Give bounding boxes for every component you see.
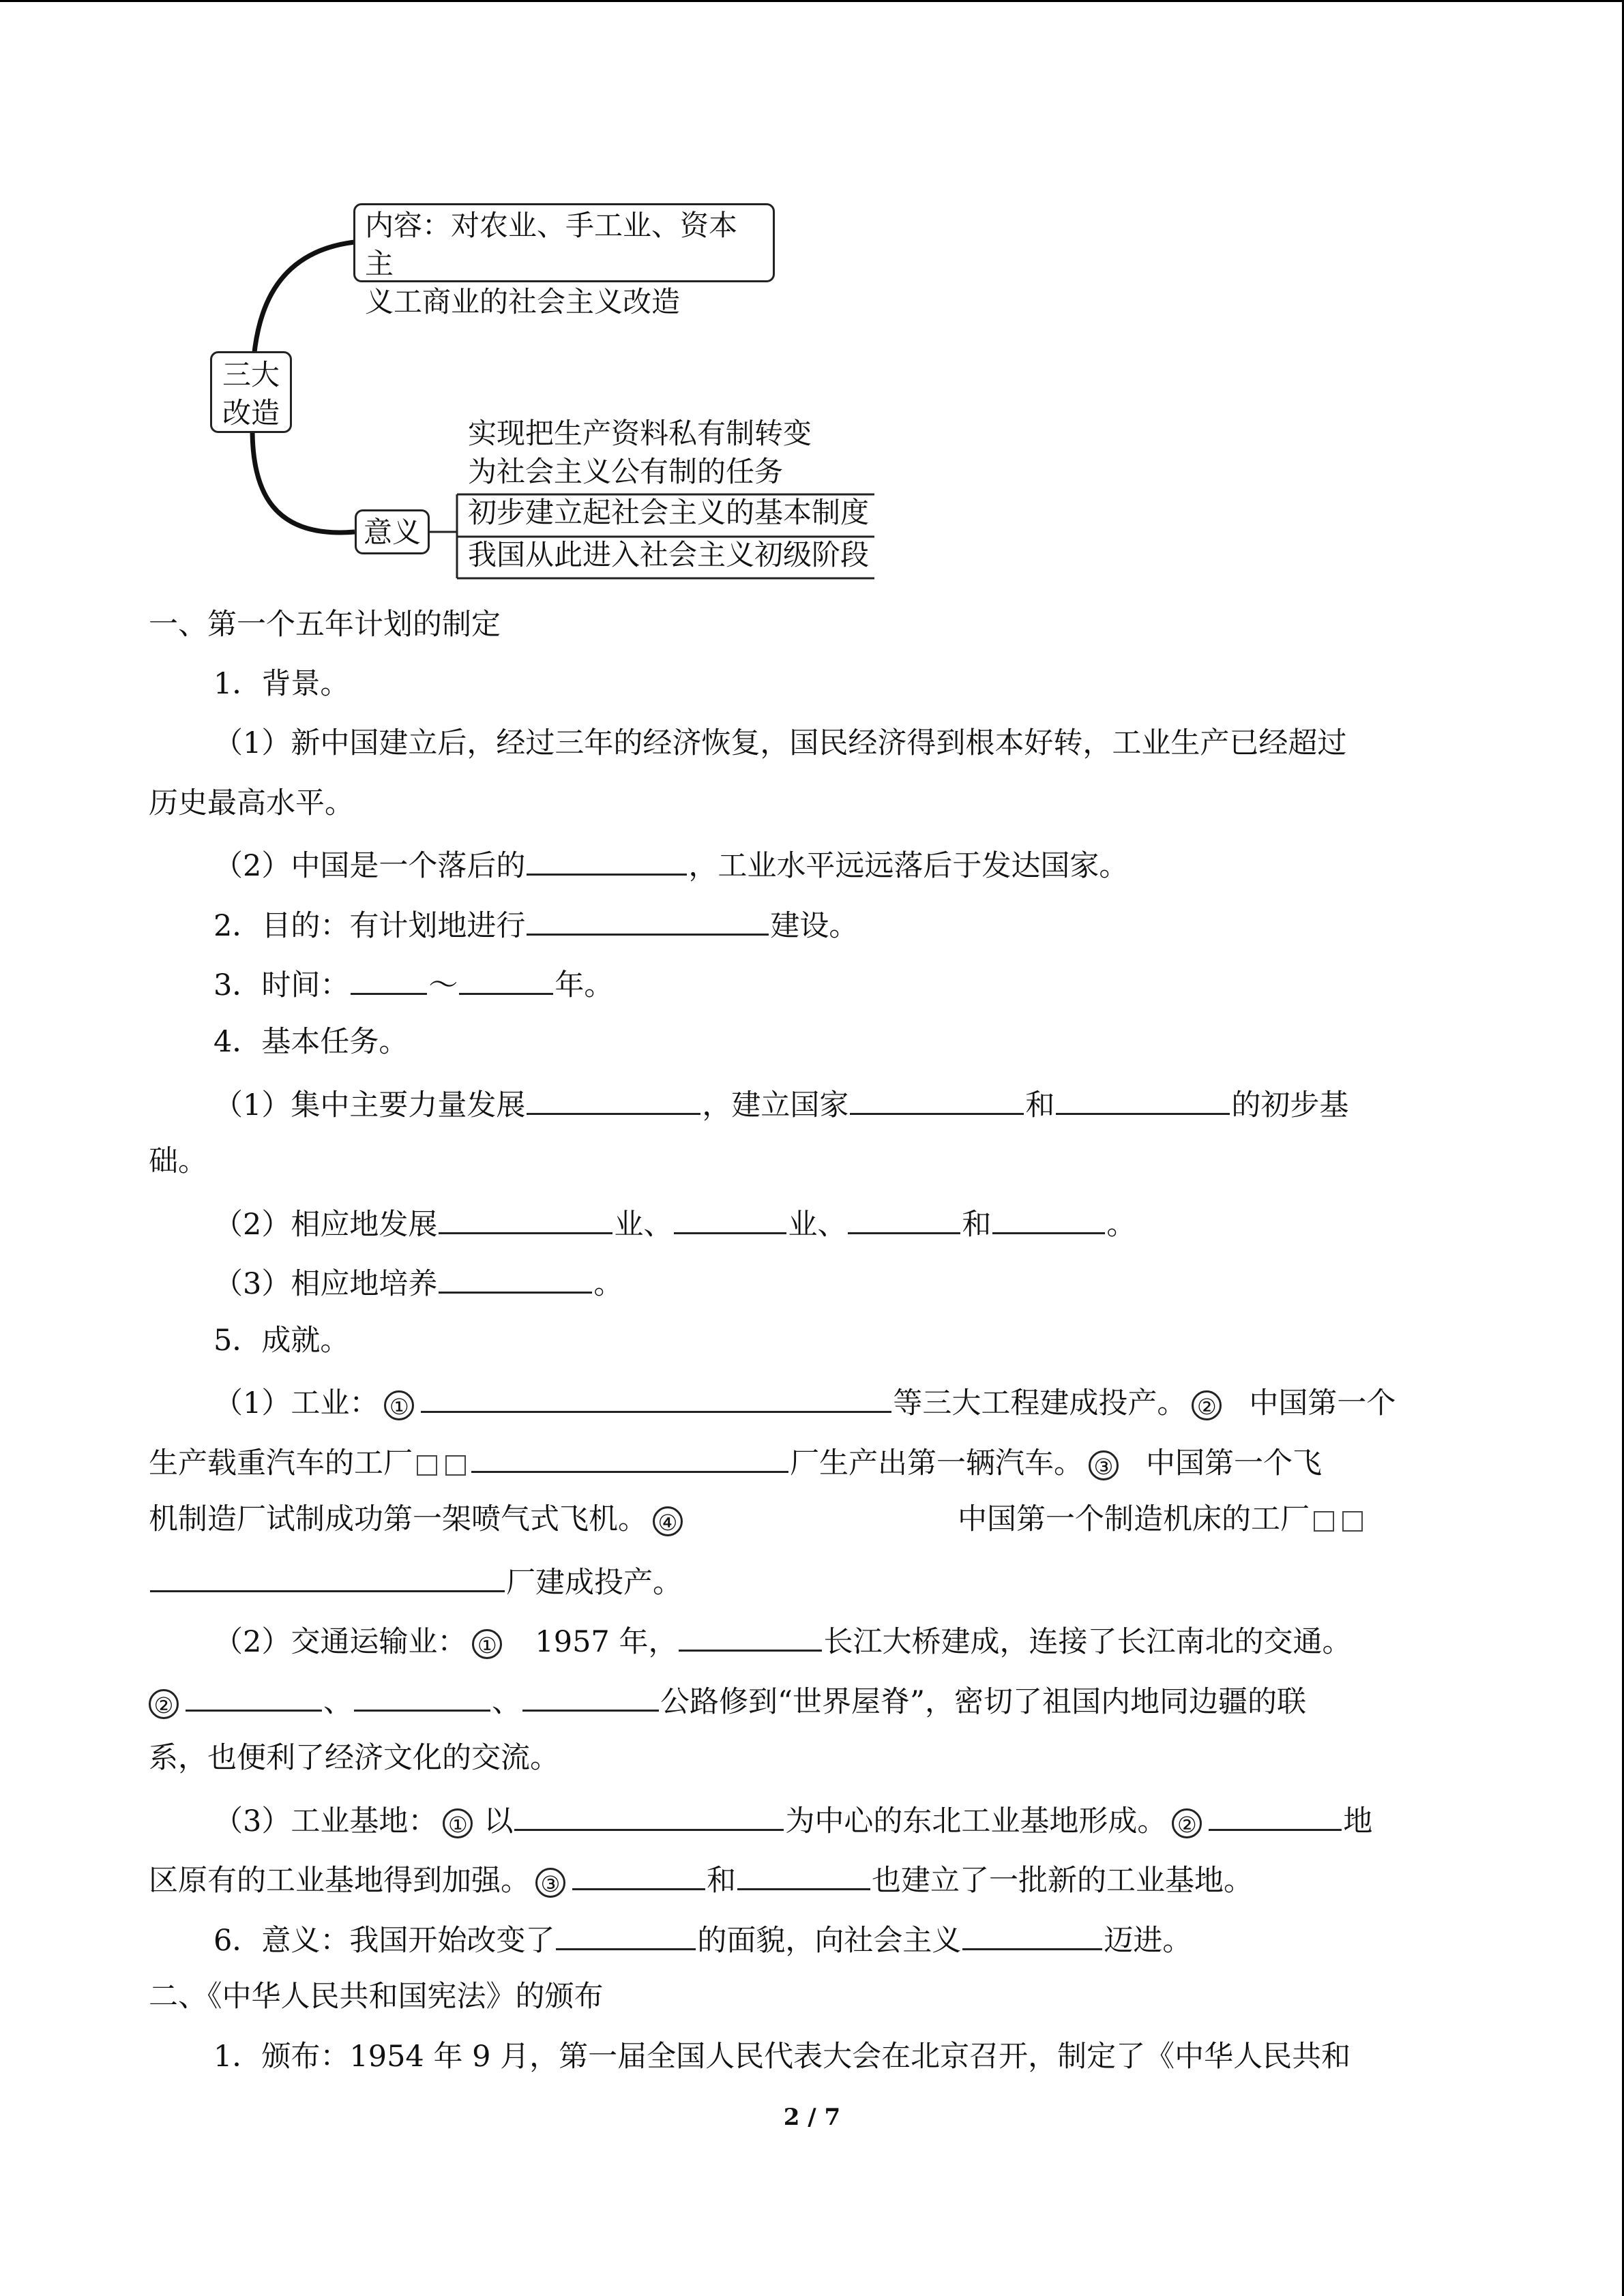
section1-heading: 一、第一个五年计划的制定 [149, 608, 501, 642]
mind-map-significance-node: 意义 [355, 509, 430, 554]
circled-number-3: ③ [1089, 1450, 1119, 1480]
blank-field[interactable] [459, 963, 553, 995]
circled-number-4: ④ [653, 1506, 683, 1536]
blank-field[interactable] [527, 1083, 700, 1115]
significance-item-3: 我国从此进入社会主义初级阶段 [468, 538, 870, 571]
blank-field[interactable] [527, 904, 769, 936]
task-title: 4．基本任务。 [213, 1025, 409, 1059]
blank-field[interactable] [421, 1381, 891, 1413]
industry-line-2: 生产载重汽车的工厂 厂生产出第一辆汽车。 ③ 中国第一个飞 [149, 1441, 1475, 1482]
circled-number-2: ② [1192, 1390, 1222, 1420]
blank-field[interactable] [354, 1680, 490, 1712]
circled-number-2: ② [149, 1689, 179, 1719]
circled-number-3: ③ [535, 1868, 565, 1898]
task-item-2: （2）相应地发展 业、 业、 和 。 [213, 1202, 1540, 1244]
background-item-2: （2）中国是一个落后的 ，工业水平远远落后于发达国家。 [213, 844, 1540, 885]
background-item-1-cont: 历史最高水平。 [149, 786, 354, 820]
section2-line-1: 1．颁布：1954 年 9 月，第一届全国人民代表大会在北京召开，制定了《中华人民共和 [213, 2040, 1351, 2074]
time-line: 3．时间： ～ 年。 [213, 963, 1540, 1004]
task-item-1: （1）集中主要力量发展 ，建立国家 和 的初步基 [213, 1083, 1540, 1124]
blank-field[interactable] [527, 844, 687, 876]
blank-field[interactable] [351, 963, 427, 995]
blank-field[interactable] [514, 1799, 784, 1831]
transport-line-2: ② 、 、 公路修到“世界屋脊”，密切了祖国内地同边疆的联 [149, 1680, 1475, 1721]
circled-number-2: ② [1172, 1808, 1202, 1838]
blank-field[interactable] [679, 1620, 822, 1652]
placeholder-square [445, 1455, 466, 1476]
blank-field[interactable] [522, 1680, 659, 1712]
achievement-title: 5．成就。 [213, 1324, 350, 1358]
industry-line-1: （1）工业： ① 等三大工程建成投产。 ② 中国第一个 [213, 1381, 1540, 1422]
background-item-1: （1）新中国建立后，经过三年的经济恢复，国民经济得到根本好转，工业生产已经超过 [213, 726, 1347, 760]
task-item-3: （3）相应地培养 。 [213, 1262, 1540, 1303]
blank-field[interactable] [737, 1858, 870, 1890]
blank-field[interactable] [471, 1441, 788, 1473]
blank-field[interactable] [572, 1858, 705, 1890]
transport-line-3: 系，也便利了经济文化的交流。 [149, 1741, 559, 1775]
circled-number-1: ① [384, 1390, 414, 1420]
transport-line-1: （2）交通运输业： ① 1957 年， 长江大桥建成，连接了长江南北的交通。 [213, 1620, 1540, 1661]
blank-field[interactable] [962, 1918, 1102, 1950]
task-item-1-cont: 础。 [149, 1144, 207, 1178]
mind-map-root: 三大 改造 [210, 351, 292, 433]
circled-number-1: ① [443, 1808, 473, 1838]
placeholder-square [1314, 1511, 1334, 1532]
blank-field[interactable] [439, 1202, 612, 1234]
blank-field[interactable] [150, 1560, 505, 1592]
blank-field[interactable] [850, 1083, 1024, 1115]
base-line-2: 区原有的工业基地得到加强。 ③ 和 也建立了一批新的工业基地。 [149, 1858, 1475, 1900]
section2-heading: 二、《中华人民共和国宪法》的颁布 [149, 1980, 604, 2014]
base-line-1: （3）工业基地： ① 以 为中心的东北工业基地形成。 ② 地 [213, 1799, 1540, 1840]
significance-item-2: 初步建立起社会主义的基本制度 [468, 496, 870, 529]
blank-field[interactable] [439, 1262, 592, 1294]
mind-map [0, 0, 887, 600]
blank-field[interactable] [556, 1918, 696, 1950]
blank-field[interactable] [1209, 1799, 1342, 1831]
circled-number-1: ① [472, 1629, 502, 1659]
placeholder-square [417, 1455, 437, 1476]
blank-field[interactable] [992, 1202, 1105, 1234]
blank-field[interactable] [848, 1202, 960, 1234]
industry-line-3: 机制造厂试制成功第一架喷气式飞机。 ④ 中国第一个制造机床的工厂 [149, 1500, 1475, 1538]
blank-field[interactable] [674, 1202, 786, 1234]
background-title: 1．背景。 [213, 667, 350, 701]
blank-field[interactable] [186, 1680, 322, 1712]
significance-line: 6．意义：我国开始改变了 的面貌，向社会主义 迈进。 [213, 1918, 1540, 1960]
blank-field[interactable] [1056, 1083, 1230, 1115]
page-number: 2 / 7 [783, 2104, 841, 2131]
significance-item-1: 实现把生产资料私有制转变 为社会主义公有制的任务 [468, 417, 812, 488]
industry-line-4: 厂建成投产。 [149, 1560, 1475, 1602]
placeholder-square [1342, 1511, 1363, 1532]
mind-map-content-node: 内容：对农业、手工业、资本主 义工商业的社会主义改造 [353, 203, 775, 282]
purpose-line: 2．目的：有计划地进行 建设。 [213, 904, 1540, 945]
